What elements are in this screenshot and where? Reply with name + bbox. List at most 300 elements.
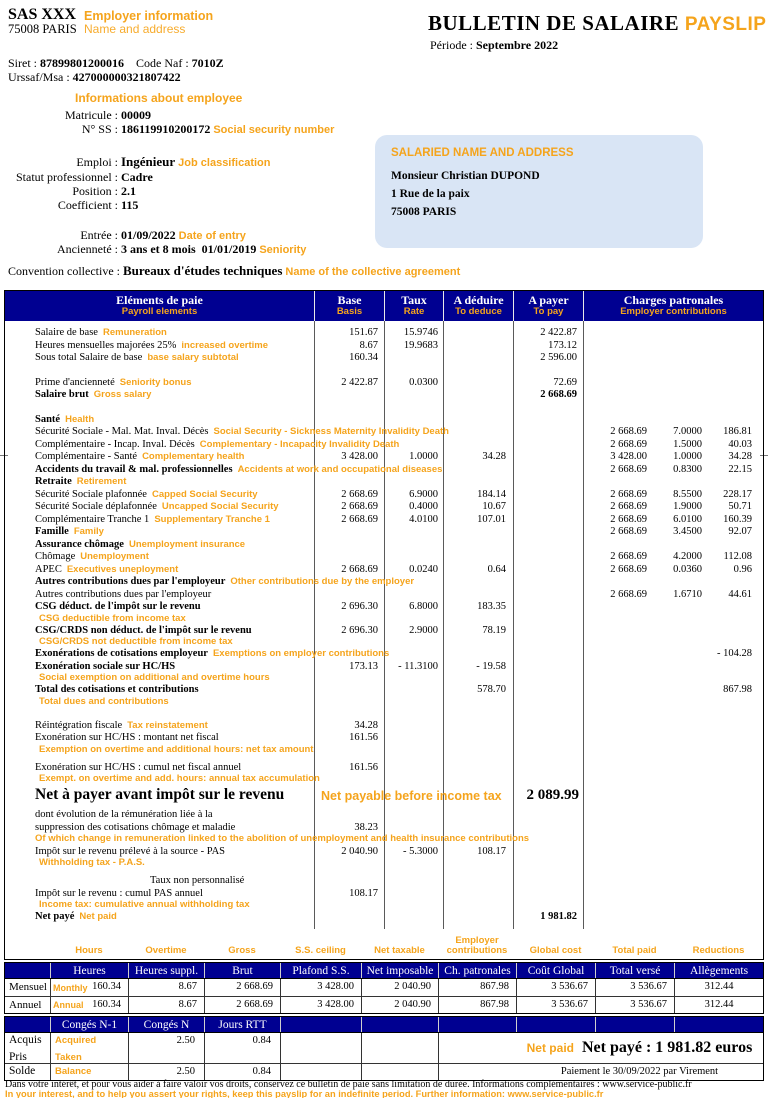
charges-base: 3 428.00 xyxy=(610,451,647,462)
charges-base: 2 668.69 xyxy=(610,513,647,525)
charges-base xyxy=(583,875,647,888)
pay-row-topay xyxy=(513,439,583,452)
pay-row xyxy=(5,526,763,539)
pay-row-charges xyxy=(583,426,763,439)
pay-row-rate xyxy=(384,732,443,745)
charges-amount: - 104.28 xyxy=(717,648,752,659)
leave-row-en-label: Acquired xyxy=(55,1035,97,1046)
pay-row-label-en: Family xyxy=(73,526,104,537)
pay-row-base: 2 668.69 xyxy=(341,501,378,512)
pay-row xyxy=(5,377,763,390)
charges-base: 2 668.69 xyxy=(610,588,647,600)
pay-row-deduct: 78.19 xyxy=(482,624,506,636)
pay-row-topay: 72.69 xyxy=(553,376,577,388)
pay-row-base xyxy=(314,589,384,602)
pay-col-header xyxy=(314,291,384,321)
charges-base xyxy=(583,539,647,552)
summary-value: 867.98 xyxy=(438,996,516,1013)
charges-rate: 1.9000 xyxy=(673,501,702,512)
charges-base: 2 668.69 xyxy=(610,526,647,537)
pay-row-topay xyxy=(513,551,583,564)
pay-row-base xyxy=(314,551,384,564)
pay-row-label-fr: Exonérations de cotisations employeur xyxy=(35,648,208,659)
pay-row-label xyxy=(5,526,314,539)
position-value: 2.1 xyxy=(121,184,136,198)
summary-en-label: S.S. ceiling xyxy=(295,945,346,956)
pay-row-label-fr: Impôt sur le revenu prélevé à la source - PAS xyxy=(35,845,226,857)
leave-table-header xyxy=(4,1016,764,1033)
pay-row-topay: 1 981.82 xyxy=(540,911,577,922)
pay-row-charges xyxy=(583,551,763,564)
pay-row-deduct xyxy=(443,439,513,452)
position-line xyxy=(8,184,136,199)
pay-row-label-fr: Retraite xyxy=(35,476,72,487)
charges-base xyxy=(583,684,647,697)
charges-base xyxy=(583,389,647,402)
summary-row xyxy=(5,979,763,996)
salaried-city: 75008 PARIS xyxy=(391,206,457,218)
leave-empty-cell xyxy=(361,1033,438,1050)
pay-row-label-fr: Sous total Salaire de base xyxy=(35,352,143,363)
pay-row xyxy=(5,648,763,661)
pay-row-base: 151.67 xyxy=(349,327,378,338)
charges-amount xyxy=(702,661,752,674)
pay-row-charges xyxy=(583,661,763,674)
pay-col-header-en: Employer contributions xyxy=(620,306,727,317)
charges-amount xyxy=(702,576,752,589)
salaried-street: 1 Rue de la paix xyxy=(391,188,470,200)
pay-row-charges xyxy=(583,809,763,822)
leave-row-label: Solde xyxy=(5,1063,50,1080)
pay-row-charges xyxy=(583,648,763,661)
pay-row-label-fr: Total des cotisations et contributions xyxy=(35,684,199,695)
pay-row-label-fr: Sécurité Sociale déplafonnée xyxy=(35,501,157,512)
pay-row-deduct xyxy=(443,340,513,353)
urssaf-value: 427000000321807422 xyxy=(72,70,181,84)
leave-conges-n: 2.50 xyxy=(128,1033,204,1050)
pay-row-deduct: 34.28 xyxy=(482,451,506,462)
pay-row-sub-annotation: CSG/CRDS not deductible from income tax xyxy=(39,636,233,647)
emploi-line xyxy=(8,155,270,171)
pay-row-label-fr: Assurance chômage xyxy=(35,538,124,550)
pay-col-header-fr: A déduire xyxy=(453,293,504,307)
charges-base xyxy=(583,352,647,365)
pay-row xyxy=(5,476,763,489)
summary-fr-header: Plafond S.S. xyxy=(280,963,361,978)
charges-amount: 44.61 xyxy=(728,588,752,600)
charges-base xyxy=(583,911,647,924)
pay-row-charges xyxy=(583,684,763,697)
pay-row-charges xyxy=(583,911,763,924)
pay-row-label-en: Remuneration xyxy=(102,327,167,338)
pay-row-charges xyxy=(583,846,763,859)
charges-base xyxy=(583,846,647,859)
summary-row-en: Annual xyxy=(53,1000,84,1010)
pay-row-rate: 6.9000 xyxy=(409,488,438,500)
pay-row-rate xyxy=(384,426,443,439)
pay-row-base xyxy=(314,439,384,452)
summary-value: 2 040.90 xyxy=(361,996,438,1013)
pay-row-topay xyxy=(513,489,583,502)
net-before-tax-annotation: Net payable before income tax xyxy=(321,789,502,803)
leave-fr-header xyxy=(595,1017,674,1032)
pay-row-rate xyxy=(384,576,443,589)
charges-amount xyxy=(702,389,752,402)
pay-row-deduct xyxy=(443,809,513,822)
leave-empty-cell xyxy=(361,1063,438,1080)
nss-value: 186119910200172 xyxy=(121,122,211,136)
pay-row-charges xyxy=(583,732,763,745)
charges-rate xyxy=(647,539,702,552)
pay-row-sub-annotation: CSG deductible from income tax xyxy=(39,612,186,624)
summary-en-label: Net taxable xyxy=(374,945,425,956)
pay-row xyxy=(5,352,763,365)
pay-row-charges xyxy=(583,539,763,552)
pay-row-rate xyxy=(384,414,443,427)
pay-row-label-en: Uncapped Social Security xyxy=(161,501,279,512)
pay-row-topay xyxy=(513,732,583,745)
charges-rate: 8.5500 xyxy=(673,488,702,500)
pay-row-base: 160.34 xyxy=(349,352,378,363)
charges-amount xyxy=(702,539,752,552)
pay-row-deduct: 578.70 xyxy=(477,684,506,695)
pay-row-label-en: Capped Social Security xyxy=(151,488,258,500)
leave-row-en xyxy=(50,1050,128,1063)
code-naf-value: 7010Z xyxy=(191,56,224,70)
leave-fr-header xyxy=(280,1017,361,1032)
summary-row-en: Monthly xyxy=(53,982,88,993)
net-before-tax-value: 2 089.99 xyxy=(526,787,579,803)
pay-row-label xyxy=(5,551,314,564)
convention-label: Convention collective : xyxy=(8,264,123,278)
pay-row xyxy=(5,340,763,353)
pay-row-deduct xyxy=(443,526,513,539)
pay-row-topay xyxy=(513,451,583,464)
period-value: Septembre 2022 xyxy=(476,38,559,52)
pay-row-label xyxy=(5,809,314,822)
pay-row-rate: 0.0300 xyxy=(409,376,438,388)
pay-row-sub-annotation: Withholding tax - P.A.S. xyxy=(39,857,145,868)
charges-base: 2 668.69 xyxy=(610,426,647,437)
charges-amount xyxy=(702,601,752,614)
pay-row-topay xyxy=(513,476,583,489)
pay-row xyxy=(5,426,763,439)
summary-value: 2 040.90 xyxy=(361,979,438,996)
summary-hours-cell xyxy=(50,979,128,996)
charges-rate xyxy=(647,809,702,822)
pay-col-header-fr: Base xyxy=(337,293,362,307)
pay-row-charges xyxy=(583,476,763,489)
summary-en-label: Gross xyxy=(228,945,256,956)
pay-row-sub-annotation: Total dues and contributions xyxy=(39,695,169,707)
charges-rate: 0.0360 xyxy=(673,563,702,575)
charges-rate xyxy=(647,625,702,638)
pay-table-body xyxy=(5,321,763,924)
leave-fr-header xyxy=(361,1017,438,1032)
pay-row-deduct: 10.67 xyxy=(482,501,506,512)
pay-row-rate xyxy=(384,809,443,822)
pay-row-label xyxy=(5,732,314,745)
summary-en-label: Hours xyxy=(75,945,103,956)
pay-table-header xyxy=(5,291,763,321)
pay-row-deduct xyxy=(443,327,513,340)
payment-line: Paiement le 30/09/2022 par Virement xyxy=(516,1063,763,1080)
pay-row xyxy=(5,489,763,502)
pay-row-base: 108.17 xyxy=(349,887,378,899)
pay-row-base: 34.28 xyxy=(354,719,378,731)
charges-rate xyxy=(647,822,702,835)
company-name: SAS XXX xyxy=(8,6,77,23)
charges-rate xyxy=(647,389,702,402)
pay-row-label xyxy=(5,539,314,552)
summary-value: 312.44 xyxy=(674,979,763,996)
summary-row-label: Mensuel xyxy=(9,981,47,993)
summary-value: 867.98 xyxy=(438,979,516,996)
charges-amount: 50.71 xyxy=(728,501,752,512)
pay-row-deduct xyxy=(443,352,513,365)
pay-row-rate xyxy=(384,720,443,733)
pay-row-label-en: Gross salary xyxy=(93,389,152,400)
summary-value: 8.67 xyxy=(128,996,204,1013)
net-paid-fr: Net payé : 1 981.82 euros xyxy=(581,1039,753,1056)
charges-amount xyxy=(702,822,752,835)
pay-row-rate xyxy=(384,551,443,564)
pay-row-topay xyxy=(513,720,583,733)
charges-base xyxy=(583,822,647,835)
convention-value: Bureaux d'études techniques xyxy=(122,263,283,278)
charges-base xyxy=(583,625,647,638)
leave-row-en xyxy=(50,1063,128,1080)
pay-row-deduct xyxy=(443,389,513,402)
pay-row-rate: 4.0100 xyxy=(409,513,438,525)
pay-row-deduct xyxy=(443,464,513,477)
pay-row-topay xyxy=(513,762,583,775)
charges-amount: 22.15 xyxy=(728,463,752,475)
pay-row-rate: - 5.3000 xyxy=(403,845,438,857)
pay-col-header-en: Basis xyxy=(336,306,363,317)
leave-conges-n xyxy=(128,1050,204,1063)
employer-info-annotation xyxy=(84,9,213,36)
net-paid-box xyxy=(516,1033,763,1063)
summary-en-label: Overtime xyxy=(145,945,187,956)
pay-row-rate xyxy=(384,439,443,452)
anciennete-date: 01/01/2019 xyxy=(201,242,257,256)
charges-rate: 1.6710 xyxy=(673,588,702,600)
pay-row-deduct: 108.17 xyxy=(477,845,506,857)
urssaf-line xyxy=(8,70,181,85)
charges-rate xyxy=(647,888,702,901)
anciennete-value: 3 ans et 8 mois xyxy=(121,242,196,256)
leave-empty-cell xyxy=(361,1050,438,1063)
leave-conges-n: 2.50 xyxy=(128,1063,204,1080)
pay-row-rate xyxy=(384,476,443,489)
footer-french: Dans votre intérêt, et pour vous aider à faire valoir vos droits, conservez ce bulletin de paie sans limitation de durée. Informations complémentaires : www.service-public.fr xyxy=(5,1079,692,1090)
pay-row-topay xyxy=(513,514,583,527)
charges-amount: 0.96 xyxy=(733,563,752,575)
pay-row-label xyxy=(5,589,314,602)
pay-row-deduct xyxy=(443,648,513,661)
nss-label: N° SS : xyxy=(81,122,118,136)
pay-row-sub-annotation: Social exemption on additional and overtime hours xyxy=(39,672,270,683)
pay-row-label xyxy=(5,377,314,390)
pay-row-rate xyxy=(384,762,443,775)
leave-row-en-label: Taken xyxy=(55,1052,82,1063)
summary-value: 2 668.69 xyxy=(204,979,280,996)
matricule-value: 00009 xyxy=(121,108,151,122)
pay-row-label-fr: Chômage xyxy=(35,551,76,562)
pay-row-rate xyxy=(384,648,443,661)
pay-row-rate xyxy=(384,888,443,901)
pay-row-charges xyxy=(583,888,763,901)
charges-base xyxy=(583,762,647,775)
pay-row-label-en: Accidents at work and occupational diseases xyxy=(237,463,443,475)
leave-fr-header: Congés N xyxy=(128,1017,204,1032)
pay-row-label xyxy=(5,564,314,577)
pay-row-label xyxy=(5,438,400,452)
employer-info-label: Employer information xyxy=(84,9,214,23)
pay-row-label-fr: Salaire de base xyxy=(35,327,98,338)
charges-base: 2 668.69 xyxy=(610,438,647,450)
pay-row-deduct xyxy=(443,762,513,775)
charges-rate: 1.0000 xyxy=(673,451,702,462)
pay-col-header xyxy=(5,291,314,321)
pay-row-topay xyxy=(513,589,583,602)
pay-row-label-en: Supplementary Tranche 1 xyxy=(154,513,270,525)
summary-fr-header: Heures xyxy=(50,963,128,978)
charges-rate xyxy=(647,414,702,427)
charges-base: 2 668.69 xyxy=(610,488,647,500)
employer-info-sublabel: Name and address xyxy=(84,22,186,36)
pay-row-topay xyxy=(513,684,583,697)
summary-en-label xyxy=(5,956,50,959)
pay-row-topay xyxy=(513,576,583,589)
charges-amount xyxy=(702,377,752,390)
spacer-row xyxy=(5,708,763,720)
pay-row-charges xyxy=(583,414,763,427)
leave-fr-header xyxy=(516,1017,595,1032)
leave-fr-header xyxy=(674,1017,763,1032)
pay-row-deduct xyxy=(443,426,513,439)
pay-row-rate: 0.4000 xyxy=(409,501,438,512)
anciennete-annotation: Seniority xyxy=(259,244,307,256)
emploi-annotation: Job classification xyxy=(178,157,271,169)
pay-row-label-en: Other contributions due by the employer xyxy=(230,576,415,587)
pay-row xyxy=(5,389,763,402)
pay-row-label-en: Executives uneployment xyxy=(66,563,179,575)
pay-row-charges xyxy=(583,327,763,340)
pay-row-label-fr: Exonération sur HC/HS : montant net fiscal xyxy=(35,732,219,743)
summary-fr-header: Brut xyxy=(204,963,280,978)
pay-row xyxy=(5,464,763,477)
convention-line xyxy=(8,264,460,280)
pay-col-header xyxy=(583,291,763,321)
leave-jours-rtt xyxy=(204,1050,280,1063)
pay-row-label xyxy=(5,476,314,489)
pay-row-topay xyxy=(513,888,583,901)
charges-amount xyxy=(702,625,752,638)
charges-amount xyxy=(702,414,752,427)
summary-value: 312.44 xyxy=(674,996,763,1013)
charges-rate: 3.4500 xyxy=(673,526,702,537)
charges-amount xyxy=(702,352,752,365)
pay-row-charges xyxy=(583,576,763,589)
pay-row-charges xyxy=(583,514,763,527)
pay-row-topay xyxy=(513,426,583,439)
pay-row-rate: 1.0000 xyxy=(409,451,438,462)
pay-row-base xyxy=(314,426,384,439)
pay-row-label-en: Complementary health xyxy=(142,451,245,462)
siret-line xyxy=(8,56,224,71)
pay-row-label-en: increased overtime xyxy=(181,339,269,351)
charges-rate: 7.0000 xyxy=(673,426,702,437)
pay-row-rate: 19.9683 xyxy=(403,339,438,351)
net-before-tax-row xyxy=(5,785,763,809)
pay-row-rate xyxy=(384,911,443,924)
pay-row-label-en: Unemployment insurance xyxy=(128,538,246,550)
pay-row-topay: 2 596.00 xyxy=(540,352,577,363)
convention-annotation: Name of the collective agreement xyxy=(285,266,461,278)
nss-line xyxy=(8,122,334,138)
charges-base xyxy=(583,576,647,589)
pay-row-charges xyxy=(583,389,763,402)
pay-row-deduct xyxy=(443,414,513,427)
summary-english-labels xyxy=(5,929,763,959)
pay-row-label xyxy=(5,389,314,402)
statut-line xyxy=(8,170,153,185)
code-naf-label: Code Naf : xyxy=(124,56,192,70)
position-label: Position : xyxy=(72,184,118,198)
charges-rate: 4.2000 xyxy=(673,551,702,562)
pay-row-charges xyxy=(583,352,763,365)
charges-rate xyxy=(647,327,702,340)
charges-base xyxy=(583,377,647,390)
summary-row-label: Annuel xyxy=(5,996,50,1013)
pay-row-label xyxy=(5,648,390,661)
summary-fr-header: Total versé xyxy=(595,963,674,978)
pay-row-charges xyxy=(583,439,763,452)
summary-fr-header: Ch. patronales xyxy=(438,963,516,978)
charges-base xyxy=(583,476,647,489)
pay-row-label-en: Retirement xyxy=(76,476,127,487)
charges-rate xyxy=(647,732,702,745)
pay-row-deduct xyxy=(443,576,513,589)
pay-col-header-fr: Eléments de paie xyxy=(116,293,203,307)
pay-row-topay xyxy=(513,526,583,539)
summary-en-label: Global cost xyxy=(529,945,582,956)
pay-row-base xyxy=(314,648,384,661)
pay-row xyxy=(5,501,763,514)
charges-amount: 160.39 xyxy=(723,513,752,525)
pay-row-deduct xyxy=(443,875,513,888)
pay-col-header-en: To pay xyxy=(533,306,564,317)
charges-base xyxy=(583,661,647,674)
pay-row-charges xyxy=(583,822,763,835)
summary-hours-cell xyxy=(50,996,128,1013)
pay-row-label-fr: dont évolution de la rémunération liée à la xyxy=(35,809,213,820)
summary-value: 2 668.69 xyxy=(204,996,280,1013)
salaried-address-box xyxy=(375,135,703,248)
charges-base xyxy=(583,720,647,733)
pay-row-topay: 173.12 xyxy=(548,339,577,351)
summary-value: 3 536.67 xyxy=(595,979,674,996)
pay-elements-table xyxy=(4,290,764,960)
summary-hours-value: 160.34 xyxy=(92,999,121,1010)
pay-row xyxy=(5,911,763,924)
pay-row-label-fr: Santé xyxy=(35,413,61,425)
pay-row-deduct: 107.01 xyxy=(477,513,506,525)
pay-row-topay xyxy=(513,601,583,614)
charges-base xyxy=(583,732,647,745)
